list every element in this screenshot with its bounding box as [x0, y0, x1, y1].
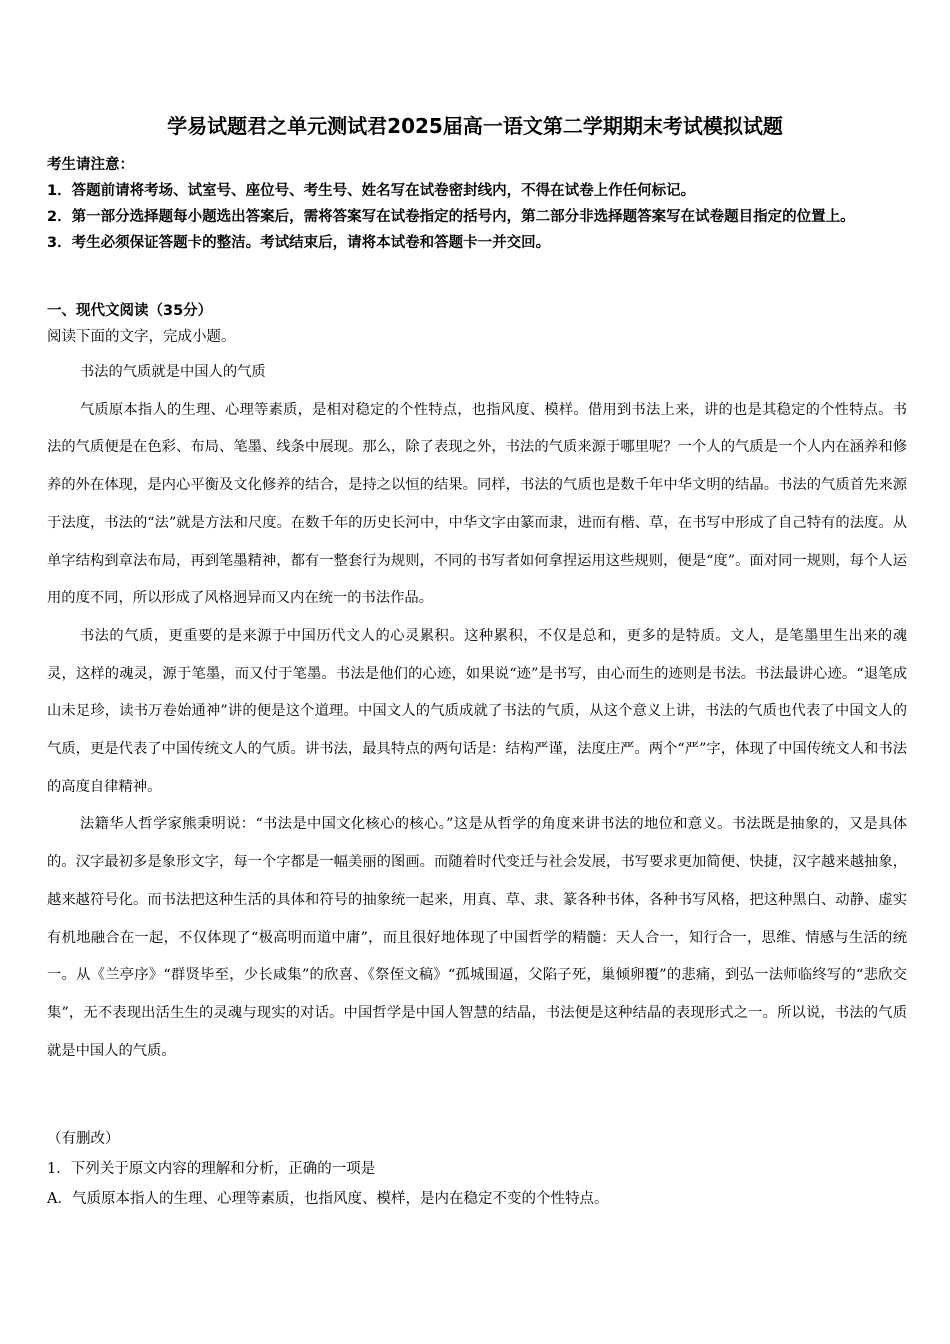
- article-paragraph: 法籍华人哲学家熊秉明说：“书法是中国文化核心的核心。”这是从哲学的角度来讲书法的地位和意义。书法既是抽象的，又是具体的。汉字最初多是象形文字，每一个字都是一幅美丽的图画。而随着时代变迁与社会发展，书写要求更加简便、快捷，汉字越来越抽象，越来越符号化。而书法把这种生活的具体和符号的抽象统一起来，用真、草、隶、篆各种书体，各种书写风格，把这种黑白、动静、虚实有机地融合在一起，不仅体现了“极高明而道中庸”，而且很好地体现了中国哲学的精髓：天人合一，知行合一，思维、情感与生活的统一。从《兰亭序》“群贤毕至，少长咸集”的欣喜、《祭侄文稿》“孤城围逼，父陷子死，巢倾卵覆”的悲痛，到弘一法师临终写的“悲欣交集”，无不表现出活生生的灵魂与现实的对话。中国哲学是中国人智慧的结晶，书法便是这种结晶的表现形式之一。所以说，书法的气质就是中国人的气质。: [47, 816, 907, 1059]
- edit-note: （有删改）: [47, 1131, 120, 1147]
- option-a: A．气质原本指人的生理、心理等素质，也指风度、模样，是内在稳定不变的个性特点。: [47, 1191, 609, 1207]
- notice-item: 3．考生必须保证答题卡的整洁。考试结束后，请将本试卷和答题卡一并交回。: [47, 235, 551, 251]
- article-paragraph: 书法的气质，更重要的是来源于中国历代文人的心灵累积。这种累积，不仅是总和，更多的是特质。文人，是笔墨里生出来的魂灵，这样的魂灵，源于笔墨，而又付于笔墨。书法是他们的心迹，如果说“迹”是书写，由心而生的迹则是书法。书法最讲心迹。“退笔成山未足珍，读书万卷始通神”讲的便是这个道理。中国文人的气质成就了书法的气质，从这个意义上讲，书法的气质也代表了中国文人的气质，更是代表了中国传统文人的气质。讲书法，最具特点的两句话是：结构严谨，法度庄严。两个“严”字，体现了中国传统文人和书法的高度自律精神。: [47, 627, 907, 795]
- article-paragraph: 气质原本指人的生理、心理等素质，是相对稳定的个性特点，也指风度、模样。借用到书法上来，讲的也是其稳定的个性特点。书法的气质便是在色彩、布局、笔墨、线条中展现。那么，除了表现之外，书法的气质来源于哪里呢？一个人的气质是一个人内在涵养和修养的外在体现，是内心平衡及文化修养的结合，是持之以恒的结果。同样，书法的气质也是数千年中华文明的结晶。书法的气质首先来源于法度，书法的“法”就是方法和尺度。在数千年的历史长河中，中华文字由篆而隶，进而有楷、草，在书写中形成了自己特有的法度。从单字结构到章法布局，再到笔墨精神，都有一整套行为规则，不同的书写者如何拿捏运用这些规则，便是“度”。面对同一规则，每个人运用的度不同，所以形成了风格迥异而又内在统一的书法作品。: [47, 401, 907, 607]
- article-title: 书法的气质就是中国人的气质: [79, 364, 266, 380]
- notice-heading: 考生请注意：: [47, 157, 134, 173]
- section-title: 一、现代文阅读（35分）: [47, 303, 213, 319]
- reading-instruction: 阅读下面的文字，完成小题。: [47, 329, 236, 345]
- notice-item: 1．答题前请将考场、试室号、座位号、考生号、姓名写在试卷密封线内，不得在试卷上作任何标记。: [47, 183, 696, 199]
- notice-item: 2．第一部分选择题每小题选出答案后，需将答案写在试卷指定的括号内，第二部分非选择题答案写在试卷题目指定的位置上。: [47, 209, 855, 225]
- notice-block: [47, 152, 907, 256]
- question-block: [47, 1124, 907, 1214]
- exam-title: 学易试题君之单元测试君2025届高一语文第二学期期末考试模拟试题: [167, 114, 783, 138]
- article: [47, 354, 907, 1070]
- question-stem: 1．下列关于原文内容的理解和分析，正确的一项是: [47, 1161, 376, 1177]
